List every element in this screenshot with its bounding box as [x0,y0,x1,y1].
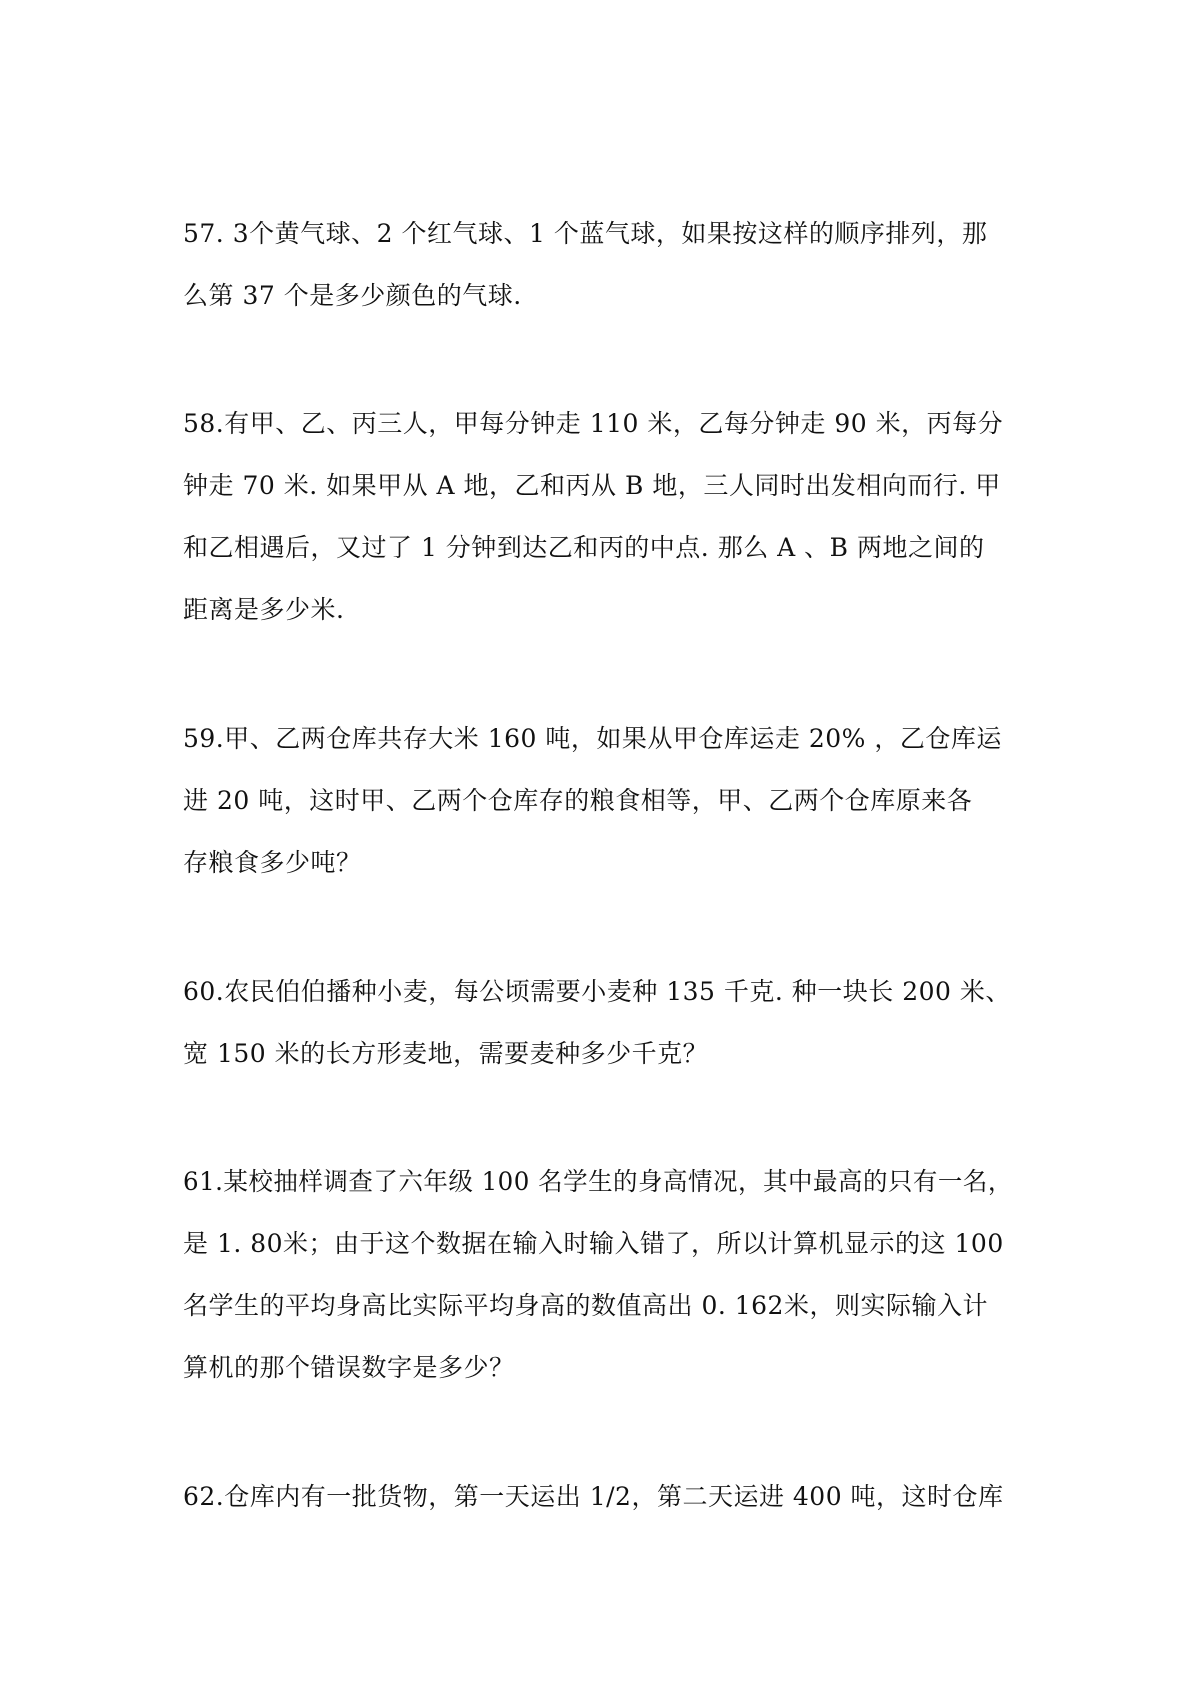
problem-62-line-1: 62.仓库内有一批货物，第一天运出 1/2，第二天运进 400 吨，这时仓库 [183,1482,1004,1511]
problem-61-line-4: 算机的那个错误数字是多少？ [183,1353,515,1382]
problem-58-line-2: 钟走 70 米. 如果甲从 A 地，乙和丙从 B 地，三人同时出发相向而行. 甲 [183,471,1001,500]
problem-59-line-3: 存粮食多少吨？ [183,848,362,877]
problem-59-line-2: 进 20 吨，这时甲、乙两个仓库存的粮食相等，甲、乙两个仓库原来各 [183,786,973,815]
problem-57-line-1: 57. 3个黄气球、2 个红气球、1 个蓝气球，如果按这样的顺序排列，那 [183,219,988,248]
problem-60-line-1: 60.农民伯伯播种小麦，每公顷需要小麦种 135 千克. 种一块长 200 米、 [183,977,1011,1006]
problem-58-line-3: 和乙相遇后，又过了 1 分钟到达乙和丙的中点. 那么 A 、B 两地之间的 [183,533,985,562]
problem-59-line-1: 59.甲、乙两仓库共存大米 160 吨，如果从甲仓库运走 20% ，乙仓库运 [183,724,1002,753]
problem-57-line-2: 么第 37 个是多少颜色的气球. [183,281,522,310]
problem-61-line-3: 名学生的平均身高比实际平均身高的数值高出 0. 162米，则实际输入计 [183,1291,988,1320]
problem-58-line-1: 58.有甲、乙、丙三人，甲每分钟走 110 米，乙每分钟走 90 米，丙每分 [183,409,1004,438]
problem-61-line-2: 是 1. 80米；由于这个数据在输入时输入错了，所以计算机显示的这 100 [183,1229,1004,1258]
problem-60-line-2: 宽 150 米的长方形麦地，需要麦种多少千克？ [183,1039,709,1068]
problem-61-line-1: 61.某校抽样调查了六年级 100 名学生的身高情况，其中最高的只有一名， [183,1167,1013,1196]
problem-58-line-4: 距离是多少米. [183,595,345,624]
